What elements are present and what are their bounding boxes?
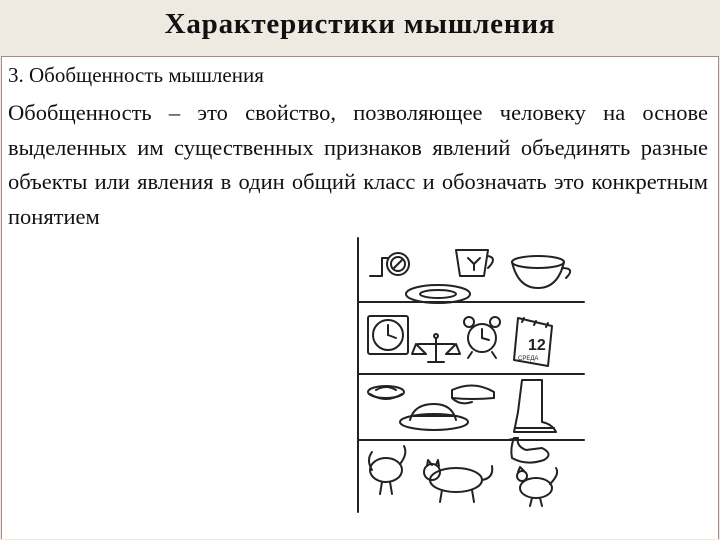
slide-header [0, 0, 720, 56]
calendar-icon [514, 318, 552, 366]
alarm-clock-icon [464, 317, 500, 358]
classification-figure [356, 234, 596, 514]
peaked-cap-icon [452, 385, 494, 403]
bowl-icon [512, 256, 570, 288]
section-subtitle: 3. Обобщенность мышления [8, 63, 264, 87]
calendar-weekday: СРЕДА [518, 356, 539, 362]
goose-icon [508, 438, 549, 463]
cat-icon [424, 460, 492, 502]
rooster-icon [517, 467, 557, 506]
wall-clock-icon [368, 316, 408, 354]
slide-title: Характеристики мышления [164, 8, 556, 40]
boot-icon [514, 380, 556, 432]
cup-icon [456, 250, 493, 276]
calendar-number: 12 [528, 337, 546, 354]
hat-icon [400, 404, 468, 430]
compass-icon [370, 253, 409, 276]
cap-icon [368, 386, 404, 399]
turkey-icon [369, 446, 405, 494]
scales-icon [412, 334, 460, 362]
plate-icon [406, 285, 470, 303]
definition-paragraph: Обобщенность – это свойство, позволяющее человеку на основе выделенных им существенных признаков явлений объединять разные объекты или явления в один общий класс и обозначать это конкретным понятием [8, 100, 708, 229]
